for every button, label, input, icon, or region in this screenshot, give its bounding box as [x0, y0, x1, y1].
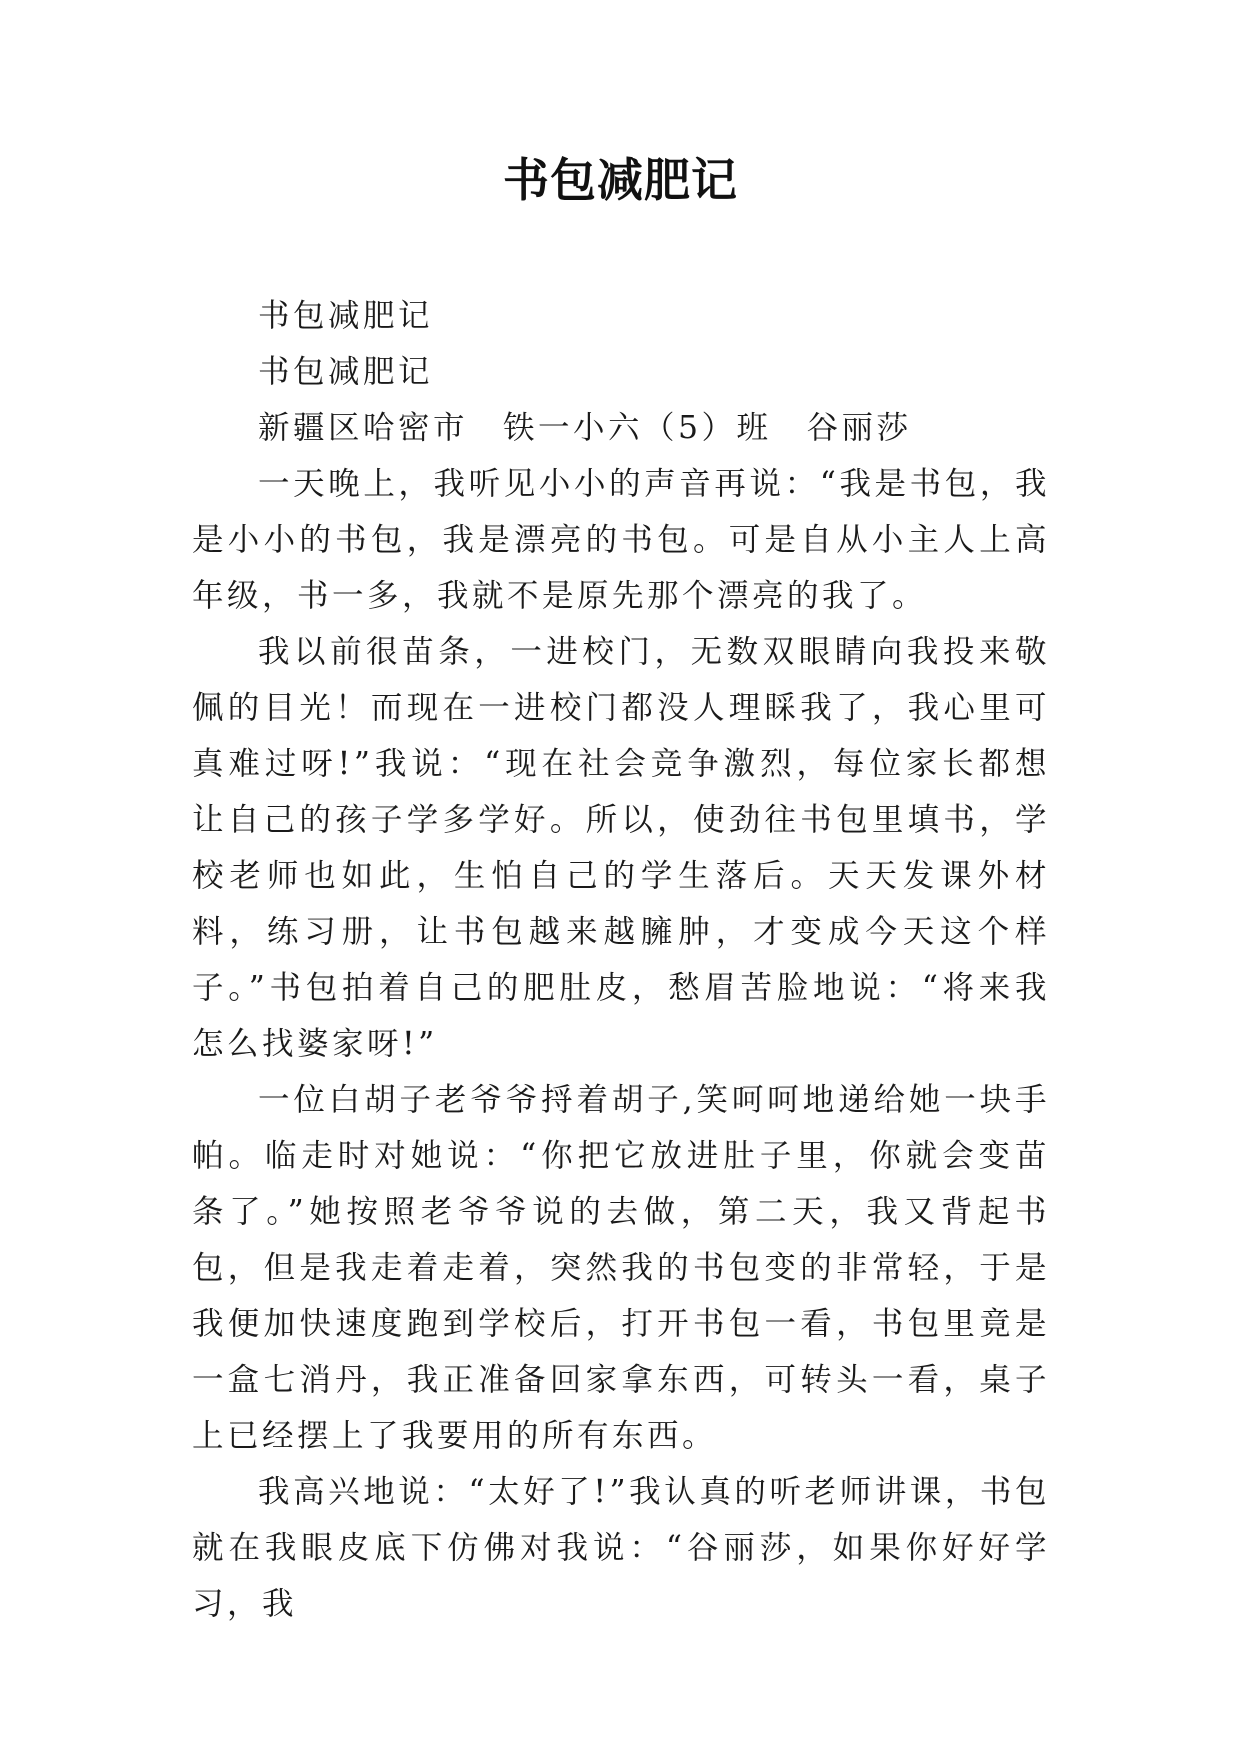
subtitle-line: 书包减肥记: [258, 354, 434, 390]
document-body: [192, 288, 1050, 1632]
body-paragraph: 一位白胡子老爷爷捋着胡子,笑呵呵地递给她一块手帕。临走时对她说：“你把它放进肚子里，你就会变苗条了。”她按照老爷爷说的去做，第二天，我又背起书包，但是我走着走着，突然我的书包变的非常轻，于是我便加快速度跑到学校后，打开书包一看，书包里竟是一盒七消丹，我正准备回家拿东西，可转头一看，桌子上已经摆上了我要用的所有东西。: [192, 1082, 1050, 1454]
subtitle-line: 书包减肥记: [258, 298, 434, 334]
document-title: 书包减肥记: [503, 153, 738, 207]
author-line: 新疆区哈密市 铁一小六（5）班 谷丽莎: [258, 410, 912, 446]
body-paragraph: 一天晚上，我听见小小的声音再说：“我是书包，我是小小的书包，我是漂亮的书包。可是自从小主人上高年级，书一多，我就不是原先那个漂亮的我了。: [192, 466, 1050, 614]
body-paragraph: 我以前很苗条，一进校门，无数双眼睛向我投来敬佩的目光！而现在一进校门都没人理睬我了，我心里可真难过呀!”我说：“现在社会竞争激烈，每位家长都想让自己的孩子学多学好。所以，使劲往书包里填书，学校老师也如此，生怕自己的学生落后。天天发课外材料，练习册，让书包越来越臃肿，才变成今天这个样子。”书包拍着自己的肥肚皮，愁眉苦脸地说：“将来我怎么找婆家呀!”: [192, 634, 1050, 1062]
body-paragraph: 我高兴地说：“太好了!”我认真的听老师讲课，书包就在我眼皮底下仿佛对我说：“谷丽莎，如果你好好学习，我: [192, 1474, 1050, 1622]
